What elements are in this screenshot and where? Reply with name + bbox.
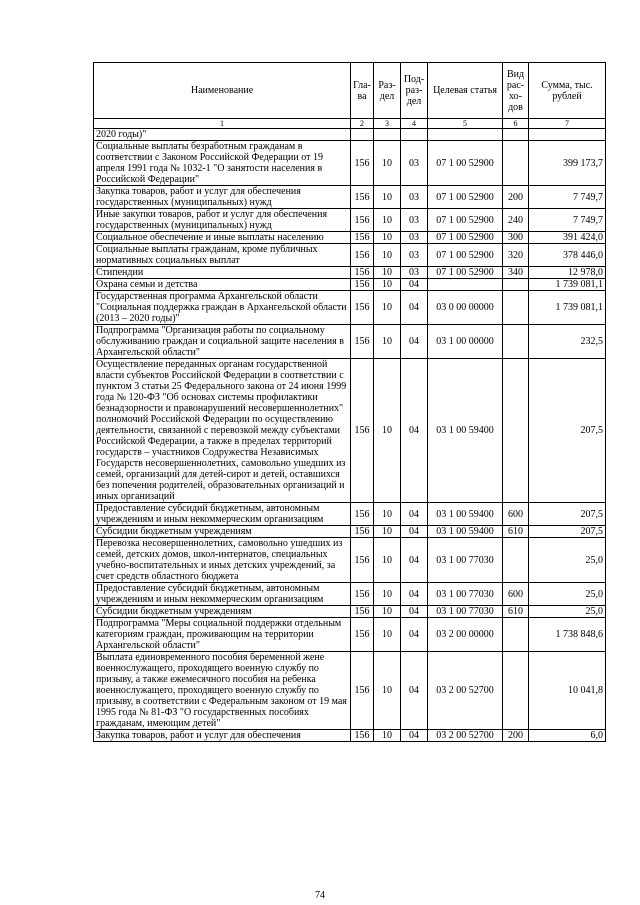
cell-target: 07 1 00 52900 bbox=[428, 186, 503, 209]
cell-razdel: 10 bbox=[374, 730, 401, 742]
header-glava: Гла-ва bbox=[351, 63, 374, 119]
cell-target: 07 1 00 52900 bbox=[428, 232, 503, 244]
cell-razdel: 10 bbox=[374, 606, 401, 618]
cell-sum: 232,5 bbox=[529, 325, 606, 359]
cell-razdel: 10 bbox=[374, 244, 401, 267]
cell-podrazdel: 03 bbox=[401, 232, 428, 244]
cell-target: 03 2 00 52700 bbox=[428, 652, 503, 730]
cell-razdel bbox=[374, 129, 401, 141]
cell-razdel: 10 bbox=[374, 618, 401, 652]
table-row bbox=[94, 279, 606, 291]
cell-vid bbox=[503, 141, 529, 186]
cell-name: Социальные выплаты безработным гражданам в соответствии с Законом Российской Федерации от 19 апреля 1991 года № 1032-1 "О занятости населения в Российской Федерации" bbox=[94, 141, 351, 186]
cell-target: 07 1 00 52900 bbox=[428, 244, 503, 267]
cell-name: Социальное обеспечение и иные выплаты населению bbox=[94, 232, 351, 244]
cell-razdel: 10 bbox=[374, 359, 401, 503]
cell-glava: 156 bbox=[351, 606, 374, 618]
table-row bbox=[94, 267, 606, 279]
cell-name: Подпрограмма "Меры социальной поддержки отдельным категориям граждан, проживающим на территории Архангельской области" bbox=[94, 618, 351, 652]
cell-razdel: 10 bbox=[374, 583, 401, 606]
cell-podrazdel: 04 bbox=[401, 503, 428, 526]
cell-sum: 25,0 bbox=[529, 583, 606, 606]
cell-target bbox=[428, 279, 503, 291]
cell-sum bbox=[529, 129, 606, 141]
cell-razdel: 10 bbox=[374, 652, 401, 730]
cell-podrazdel: 03 bbox=[401, 186, 428, 209]
cell-glava: 156 bbox=[351, 279, 374, 291]
cell-vid: 600 bbox=[503, 583, 529, 606]
header-vid: Вид рас-хо-дов bbox=[503, 63, 529, 119]
table-row bbox=[94, 538, 606, 583]
cell-vid: 200 bbox=[503, 730, 529, 742]
cell-glava bbox=[351, 129, 374, 141]
cell-podrazdel: 04 bbox=[401, 583, 428, 606]
cell-vid: 320 bbox=[503, 244, 529, 267]
cell-razdel: 10 bbox=[374, 267, 401, 279]
cell-glava: 156 bbox=[351, 359, 374, 503]
cell-podrazdel: 04 bbox=[401, 652, 428, 730]
cell-podrazdel: 04 bbox=[401, 279, 428, 291]
cell-sum: 391 424,0 bbox=[529, 232, 606, 244]
table-row bbox=[94, 618, 606, 652]
cell-razdel: 10 bbox=[374, 232, 401, 244]
cell-podrazdel: 04 bbox=[401, 359, 428, 503]
cell-razdel: 10 bbox=[374, 141, 401, 186]
cell-target: 03 2 00 52700 bbox=[428, 730, 503, 742]
table-row bbox=[94, 359, 606, 503]
cell-glava: 156 bbox=[351, 503, 374, 526]
cell-vid: 610 bbox=[503, 526, 529, 538]
cell-name: Государственная программа Архангельской области "Социальная поддержка граждан в Архангельской области (2013 – 2020 годы)" bbox=[94, 291, 351, 325]
table-row bbox=[94, 730, 606, 742]
cell-glava: 156 bbox=[351, 538, 374, 583]
cell-razdel: 10 bbox=[374, 526, 401, 538]
header-razdel: Раз-дел bbox=[374, 63, 401, 119]
cell-target: 03 1 00 59400 bbox=[428, 503, 503, 526]
cell-name: Закупка товаров, работ и услуг для обеспечения bbox=[94, 730, 351, 742]
cell-razdel: 10 bbox=[374, 503, 401, 526]
cell-vid: 340 bbox=[503, 267, 529, 279]
cell-name: Предоставление субсидий бюджетным, автономным учреждениям и иным некоммерческим организациям bbox=[94, 503, 351, 526]
table-row bbox=[94, 503, 606, 526]
table-row bbox=[94, 129, 606, 141]
cell-glava: 156 bbox=[351, 730, 374, 742]
cell-sum: 10 041,8 bbox=[529, 652, 606, 730]
cell-sum: 7 749,7 bbox=[529, 209, 606, 232]
cell-vid bbox=[503, 652, 529, 730]
cell-glava: 156 bbox=[351, 618, 374, 652]
cell-sum: 207,5 bbox=[529, 359, 606, 503]
table-row bbox=[94, 652, 606, 730]
cell-name: Подпрограмма "Организация работы по социальному обслуживанию граждан и социальной защите населения в Архангельской области" bbox=[94, 325, 351, 359]
cell-target: 07 1 00 52900 bbox=[428, 267, 503, 279]
column-number: 1 bbox=[94, 119, 351, 129]
cell-podrazdel: 03 bbox=[401, 244, 428, 267]
cell-name: Иные закупки товаров, работ и услуг для обеспечения государственных (муниципальных) нужд bbox=[94, 209, 351, 232]
cell-podrazdel: 04 bbox=[401, 291, 428, 325]
cell-vid: 300 bbox=[503, 232, 529, 244]
cell-sum: 399 173,7 bbox=[529, 141, 606, 186]
cell-podrazdel: 04 bbox=[401, 526, 428, 538]
cell-glava: 156 bbox=[351, 583, 374, 606]
cell-vid bbox=[503, 279, 529, 291]
cell-sum: 207,5 bbox=[529, 526, 606, 538]
cell-target: 03 1 00 00000 bbox=[428, 325, 503, 359]
cell-glava: 156 bbox=[351, 291, 374, 325]
cell-razdel: 10 bbox=[374, 186, 401, 209]
cell-glava: 156 bbox=[351, 267, 374, 279]
table-row bbox=[94, 583, 606, 606]
cell-razdel: 10 bbox=[374, 209, 401, 232]
column-number: 7 bbox=[529, 119, 606, 129]
cell-glava: 156 bbox=[351, 186, 374, 209]
table-header-row bbox=[94, 63, 606, 119]
cell-name: Охрана семьи и детства bbox=[94, 279, 351, 291]
column-numbers-row bbox=[94, 119, 606, 129]
table-row bbox=[94, 606, 606, 618]
cell-sum: 378 446,0 bbox=[529, 244, 606, 267]
cell-sum: 1 739 081,1 bbox=[529, 279, 606, 291]
cell-razdel: 10 bbox=[374, 538, 401, 583]
cell-sum: 25,0 bbox=[529, 606, 606, 618]
cell-target: 07 1 00 52900 bbox=[428, 141, 503, 186]
header-target: Целевая статья bbox=[428, 63, 503, 119]
cell-glava: 156 bbox=[351, 141, 374, 186]
cell-podrazdel: 04 bbox=[401, 325, 428, 359]
cell-target bbox=[428, 129, 503, 141]
cell-name: Субсидии бюджетным учреждениям bbox=[94, 526, 351, 538]
cell-sum: 7 749,7 bbox=[529, 186, 606, 209]
cell-target: 03 1 00 77030 bbox=[428, 606, 503, 618]
cell-name: Субсидии бюджетным учреждениям bbox=[94, 606, 351, 618]
table-row bbox=[94, 244, 606, 267]
table-body bbox=[94, 129, 606, 742]
cell-vid bbox=[503, 325, 529, 359]
budget-page bbox=[93, 62, 605, 742]
cell-sum: 12 978,0 bbox=[529, 267, 606, 279]
header-podrazdel: Под-раз-дел bbox=[401, 63, 428, 119]
column-number: 6 bbox=[503, 119, 529, 129]
cell-glava: 156 bbox=[351, 652, 374, 730]
table-row bbox=[94, 209, 606, 232]
budget-table bbox=[93, 62, 606, 742]
cell-glava: 156 bbox=[351, 209, 374, 232]
cell-glava: 156 bbox=[351, 232, 374, 244]
table-row bbox=[94, 141, 606, 186]
column-number: 2 bbox=[351, 119, 374, 129]
cell-razdel: 10 bbox=[374, 279, 401, 291]
cell-podrazdel: 03 bbox=[401, 209, 428, 232]
cell-podrazdel: 03 bbox=[401, 267, 428, 279]
cell-target: 07 1 00 52900 bbox=[428, 209, 503, 232]
column-number: 5 bbox=[428, 119, 503, 129]
table-row bbox=[94, 232, 606, 244]
cell-name: Стипендии bbox=[94, 267, 351, 279]
cell-podrazdel bbox=[401, 129, 428, 141]
cell-sum: 1 738 848,6 bbox=[529, 618, 606, 652]
cell-name: Предоставление субсидий бюджетным, автономным учреждениям и иным некоммерческим организациям bbox=[94, 583, 351, 606]
cell-target: 03 1 00 77030 bbox=[428, 538, 503, 583]
cell-podrazdel: 03 bbox=[401, 141, 428, 186]
cell-razdel: 10 bbox=[374, 325, 401, 359]
cell-vid bbox=[503, 129, 529, 141]
cell-vid bbox=[503, 359, 529, 503]
cell-glava: 156 bbox=[351, 325, 374, 359]
table-row bbox=[94, 526, 606, 538]
cell-target: 03 2 00 00000 bbox=[428, 618, 503, 652]
table-row bbox=[94, 186, 606, 209]
cell-target: 03 1 00 59400 bbox=[428, 526, 503, 538]
cell-vid: 240 bbox=[503, 209, 529, 232]
cell-vid: 600 bbox=[503, 503, 529, 526]
cell-podrazdel: 04 bbox=[401, 606, 428, 618]
cell-vid: 200 bbox=[503, 186, 529, 209]
cell-target: 03 0 00 00000 bbox=[428, 291, 503, 325]
cell-name: Закупка товаров, работ и услуг для обеспечения государственных (муниципальных) нужд bbox=[94, 186, 351, 209]
cell-name: Перевозка несовершеннолетних, самовольно ушедших из семей, детских домов, школ-интернатов, специальных учебно-воспитательных и иных детских учреждений, за счет средств областного бюджета bbox=[94, 538, 351, 583]
cell-target: 03 1 00 77030 bbox=[428, 583, 503, 606]
table-row bbox=[94, 325, 606, 359]
cell-vid bbox=[503, 618, 529, 652]
cell-vid: 610 bbox=[503, 606, 529, 618]
cell-podrazdel: 04 bbox=[401, 618, 428, 652]
header-sum: Сумма, тыс. рублей bbox=[529, 63, 606, 119]
cell-glava: 156 bbox=[351, 244, 374, 267]
cell-name: 2020 годы)" bbox=[94, 129, 351, 141]
cell-podrazdel: 04 bbox=[401, 538, 428, 583]
cell-sum: 1 739 081,1 bbox=[529, 291, 606, 325]
cell-glava: 156 bbox=[351, 526, 374, 538]
header-name: Наименование bbox=[94, 63, 351, 119]
cell-podrazdel: 04 bbox=[401, 730, 428, 742]
cell-name: Социальные выплаты гражданам, кроме публичных нормативных социальных выплат bbox=[94, 244, 351, 267]
page-number: 74 bbox=[315, 890, 325, 901]
column-number: 4 bbox=[401, 119, 428, 129]
cell-sum: 25,0 bbox=[529, 538, 606, 583]
cell-name: Выплата единовременного пособия беременной жене военнослужащего, проходящего военную службу по призыву, а также ежемесячного пособия на ребенка военнослужащего, проходящего военную службу по призыву, в соответствии с Федеральным законом от 19 мая 1995 года № 81-ФЗ "О государственных пособиях гражданам, имеющим детей" bbox=[94, 652, 351, 730]
cell-razdel: 10 bbox=[374, 291, 401, 325]
cell-vid bbox=[503, 291, 529, 325]
cell-target: 03 1 00 59400 bbox=[428, 359, 503, 503]
cell-sum: 207,5 bbox=[529, 503, 606, 526]
cell-sum: 6,0 bbox=[529, 730, 606, 742]
cell-name: Осуществление переданных органам государственной власти субъектов Российской Федерации в соответствии с пунктом 3 статьи 25 Федерального закона от 24 июня 1999 года № 120-ФЗ "Об основах системы профилактики безнадзорности и правонарушений несовершеннолетних" полномочий Российской Федерации по осуществлению деятельности, связанной с перевозкой между субъектами Российской Федерации, а также в пределах территорий государств – участников Содружества Независимых Государств несовершеннолетних, самовольно ушедших из семей, организаций для детей-сирот и детей, оставшихся без попечения родителей, образовательных организаций и иных организаций bbox=[94, 359, 351, 503]
column-number: 3 bbox=[374, 119, 401, 129]
cell-vid bbox=[503, 538, 529, 583]
table-row bbox=[94, 291, 606, 325]
